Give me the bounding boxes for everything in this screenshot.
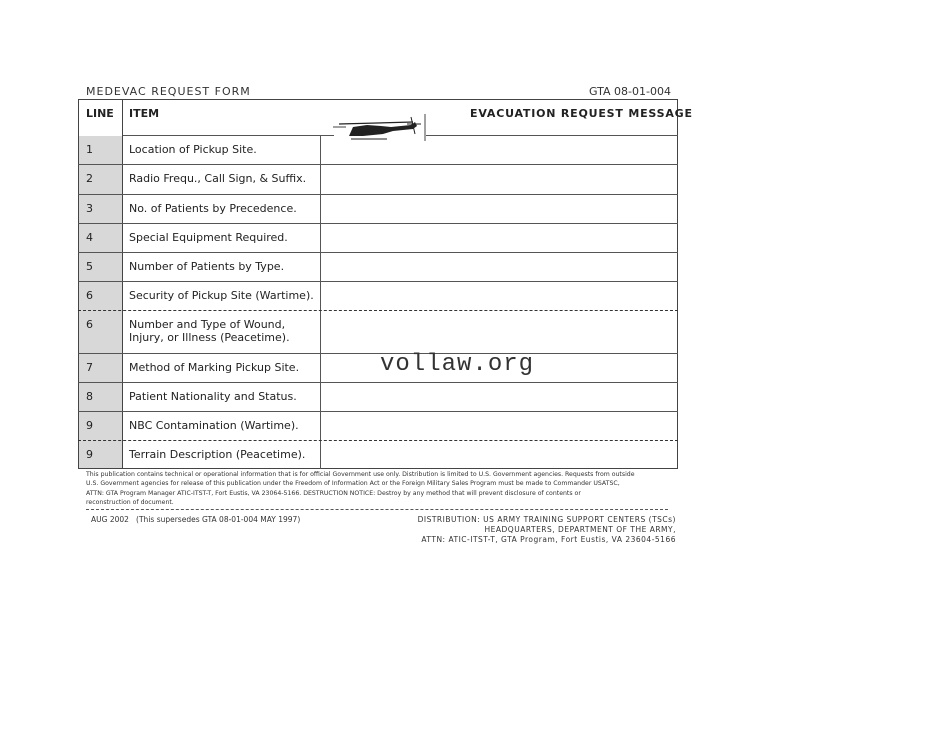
line-column-divider	[78, 99, 123, 469]
form-code: GTA 08-01-004	[589, 85, 671, 98]
row-5-message-field[interactable]	[321, 253, 677, 281]
row-3-message-field[interactable]	[321, 195, 677, 223]
notice-line-1: This publication contains technical or operational information that is for official Government use only. Distribution is limited to U.S. Government agencies. Requests from outside	[86, 471, 635, 478]
column-header-item: ITEM	[129, 107, 160, 120]
row-8-line: 8	[86, 390, 93, 403]
row-6-peacetime-item-line2: Injury, or Illness (Peacetime).	[129, 331, 290, 344]
row-2-message-field[interactable]	[321, 165, 677, 193]
notice-line-3: ATTN: GTA Program Manager ATIC-ITST-T, Fort Eustis, VA 23064-5166. DESTRUCTION NOTICE: Destroy by any method that will prevent disclosure of contents or	[86, 489, 581, 497]
row-3-item: No. of Patients by Precedence.	[129, 202, 297, 215]
row-1-message-field[interactable]	[321, 136, 677, 164]
row-9-peacetime-message-field[interactable]	[321, 441, 677, 469]
row-6-wartime-item: Security of Pickup Site (Wartime).	[129, 289, 314, 302]
row-4-message-field[interactable]	[321, 224, 677, 252]
watermark: vollaw.org	[380, 351, 535, 378]
row-1-item: Location of Pickup Site.	[129, 143, 257, 156]
row-9-peacetime-item: Terrain Description (Peacetime).	[129, 448, 306, 461]
row-2-item: Radio Frequ., Call Sign, & Suffix.	[129, 172, 307, 185]
notice-line-2: U.S. Government agencies for release of this publication under the Freedom of Information Act or the Foreign Military Sales Program must be made to Commander USATSC,	[86, 480, 620, 488]
form-title: MEDEVAC REQUEST FORM	[86, 85, 251, 98]
distribution-notice	[86, 470, 676, 507]
row-6-wartime-message-field[interactable]	[321, 282, 677, 310]
footer-divider	[86, 509, 668, 510]
row-7-item: Method of Marking Pickup Site.	[129, 361, 300, 374]
row-8-message-field[interactable]	[321, 383, 677, 411]
row-2-line: 2	[86, 172, 93, 185]
row-4-line: 4	[86, 231, 93, 244]
row-5-line: 5	[86, 260, 93, 273]
row-6-peacetime-message-field[interactable]	[321, 311, 677, 353]
footer-distribution	[418, 515, 676, 545]
row-5-item: Number of Patients by Type.	[129, 260, 285, 273]
header-separator-left	[123, 135, 334, 136]
row-6-peacetime-item-line1: Number and Type of Wound,	[129, 318, 286, 331]
distribution-line-1: DISTRIBUTION: US ARMY TRAINING SUPPORT CENTERS (TSCs)	[417, 515, 676, 524]
row-9-peacetime-line: 9	[86, 448, 93, 461]
row-7-line: 7	[86, 361, 93, 374]
row-3-line: 3	[86, 202, 93, 215]
footer-date-note: AUG 2002 (This supersedes GTA 08-01-004 MAY 1997)	[91, 515, 301, 524]
column-header-message: EVACUATION REQUEST MESSAGE	[470, 107, 693, 120]
notice-line-4: reconstruction of document.	[86, 498, 174, 506]
row-1-line: 1	[86, 143, 93, 156]
row-8-item: Patient Nationality and Status.	[129, 390, 297, 403]
row-9-wartime-message-field[interactable]	[321, 412, 677, 440]
distribution-line-2: HEADQUARTERS, DEPARTMENT OF THE ARMY,	[484, 525, 676, 534]
row-9-wartime-item: NBC Contamination (Wartime).	[129, 419, 299, 432]
column-header-line: LINE	[86, 107, 114, 120]
row-6-peacetime-line: 6	[86, 318, 93, 331]
row-4-item: Special Equipment Required.	[129, 231, 288, 244]
row-9-wartime-line: 9	[86, 419, 93, 432]
distribution-line-3: ATTN: ATIC-ITST-T, GTA Program, Fort Eustis, VA 23604-5166	[421, 535, 676, 544]
row-6-wartime-line: 6	[86, 289, 93, 302]
